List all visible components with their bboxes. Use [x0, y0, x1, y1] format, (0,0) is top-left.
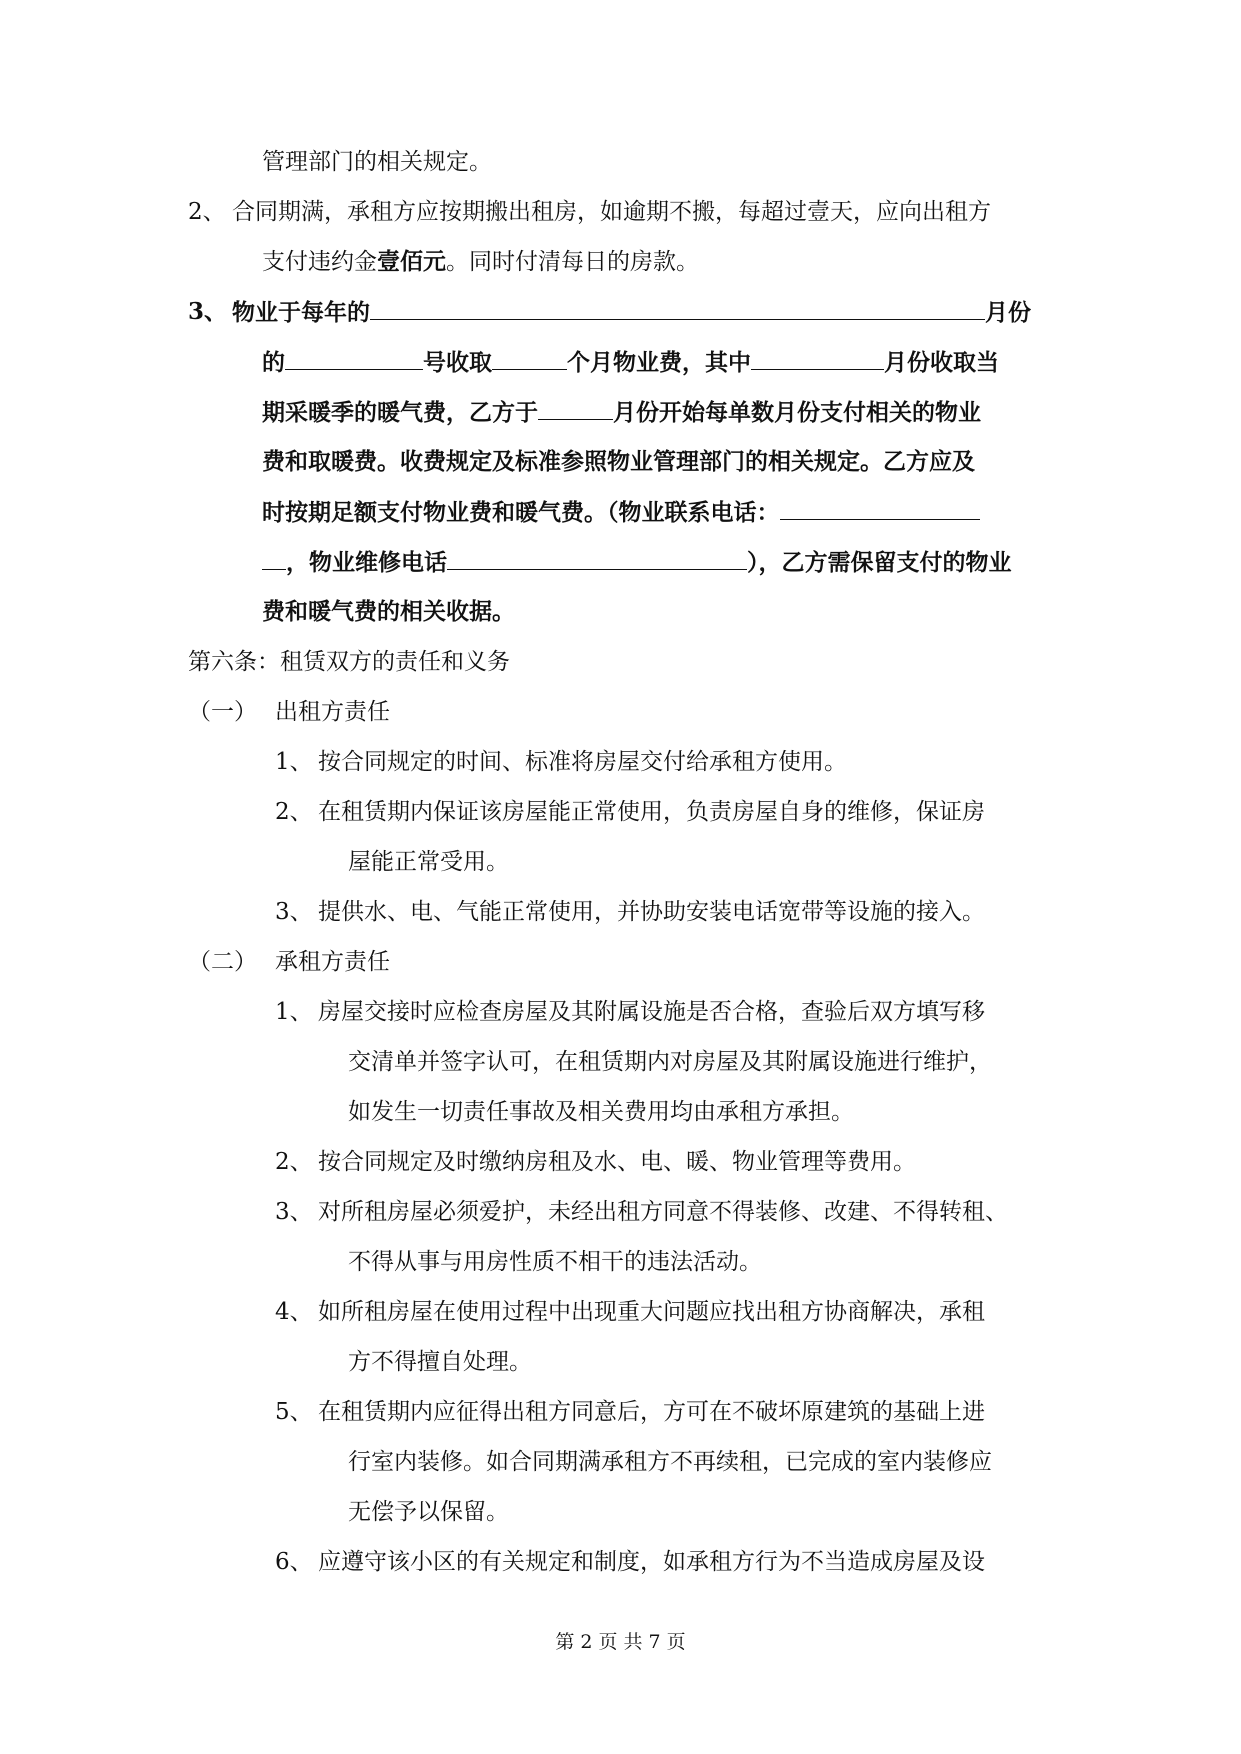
- item-text-line: [262, 397, 981, 428]
- item-text: 合同期满，承租方应按期搬出租房，如逾期不搬，每超过壹天，应向出租方: [232, 199, 991, 225]
- text-fragment: 时按期足额支付物业费和暖气费。（物业联系电话：: [262, 499, 780, 526]
- fill-in-blank[interactable]: [538, 397, 613, 420]
- property-phone-blank-cont[interactable]: [262, 547, 286, 570]
- item-text-line: 交清单并签字认可，在租赁期内对房屋及其附属设施进行维护，: [348, 1049, 992, 1075]
- item-number: 2、: [275, 1149, 313, 1175]
- item-text-line: 不得从事与用房性质不相干的违法活动。: [348, 1249, 762, 1275]
- item-number: 3、: [275, 899, 313, 925]
- item-number: 1、: [275, 749, 313, 775]
- item-text: 房屋交接时应检查房屋及其附属设施是否合格，查验后双方填写移: [318, 999, 985, 1025]
- section-title: 承租方责任: [275, 949, 390, 975]
- item-text: 提供水、电、气能正常使用，并协助安装电话宽带等设施的接入。: [318, 899, 985, 925]
- item-text-line: 费和取暖费。收费规定及标准参照物业管理部门的相关规定。乙方应及: [262, 448, 975, 475]
- text-fragment: ，物业维修电话: [286, 549, 447, 576]
- item-text-line: 无偿予以保留。: [348, 1499, 509, 1525]
- text-fragment: 。同时付清每日的房款。: [446, 249, 699, 275]
- text-fragment: 月份开始每单数月份支付相关的物业: [613, 399, 981, 426]
- item-text-line: [232, 297, 1031, 328]
- item-text-line: [262, 347, 999, 378]
- item-number: 2、: [275, 799, 313, 825]
- fill-in-blank[interactable]: [492, 347, 567, 370]
- item-text-line: 费和暖气费的相关收据。: [262, 598, 515, 625]
- item-number: 3、: [275, 1199, 313, 1225]
- page-number: 第 2 页 共 7 页: [555, 1631, 686, 1653]
- item-text-line: 行室内装修。如合同期满承租方不再续租，已完成的室内装修应: [348, 1449, 992, 1475]
- item-number: 5、: [275, 1399, 313, 1425]
- item-text: 按合同规定及时缴纳房租及水、电、暖、物业管理等费用。: [318, 1149, 916, 1175]
- penalty-amount: 壹佰元: [377, 248, 446, 275]
- text-fragment: 的: [262, 349, 285, 376]
- text-fragment: ），乙方需保留支付的物业: [747, 549, 1012, 576]
- item-number: 2、: [188, 199, 226, 225]
- section-number: （二）: [188, 949, 257, 975]
- item-number: 4、: [275, 1299, 313, 1325]
- text-fragment: 月份: [985, 299, 1031, 326]
- text-fragment: 支付违约金: [262, 249, 377, 275]
- clause-continuation: 管理部门的相关规定。: [262, 149, 492, 175]
- repair-phone-blank[interactable]: [447, 547, 747, 570]
- item-text-line: 方不得擅自处理。: [348, 1349, 532, 1375]
- item-text-line: [262, 497, 980, 528]
- item-text: 在租赁期内保证该房屋能正常使用，负责房屋自身的维修，保证房: [318, 799, 985, 825]
- section-number: （一）: [188, 699, 257, 725]
- item-text-line: 屋能正常受用。: [348, 849, 509, 875]
- text-fragment: 号收取: [423, 349, 492, 376]
- text-fragment: 个月物业费，其中: [567, 349, 751, 376]
- fill-in-blank[interactable]: [285, 347, 423, 370]
- item-number: 3、: [188, 298, 228, 325]
- property-phone-blank[interactable]: [780, 497, 980, 520]
- text-fragment: 月份收取当: [884, 349, 999, 376]
- text-fragment: 物业于每年的: [232, 299, 370, 326]
- fill-in-blank[interactable]: [370, 297, 985, 320]
- text-fragment: 期采暖季的暖气费，乙方于: [262, 399, 538, 426]
- fill-in-blank[interactable]: [751, 347, 884, 370]
- item-text: 如所租房屋在使用过程中出现重大问题应找出租方协商解决，承租: [318, 1299, 985, 1325]
- item-text: 在租赁期内应征得出租方同意后，方可在不破坏原建筑的基础上进: [318, 1399, 985, 1425]
- item-text-line: 如发生一切责任事故及相关费用均由承租方承担。: [348, 1099, 854, 1125]
- item-text-line: [262, 247, 699, 277]
- item-number: 1、: [275, 999, 313, 1025]
- article-heading: 第六条：租赁双方的责任和义务: [188, 649, 510, 675]
- item-number: 6、: [275, 1549, 313, 1575]
- item-text: 对所租房屋必须爱护，未经出租方同意不得装修、改建、不得转租、: [318, 1199, 1008, 1225]
- item-text: 按合同规定的时间、标准将房屋交付给承租方使用。: [318, 749, 847, 775]
- item-text-line: [262, 547, 1012, 578]
- item-text: 应遵守该小区的有关规定和制度，如承租方行为不当造成房屋及设: [318, 1549, 985, 1575]
- section-title: 出租方责任: [275, 699, 390, 725]
